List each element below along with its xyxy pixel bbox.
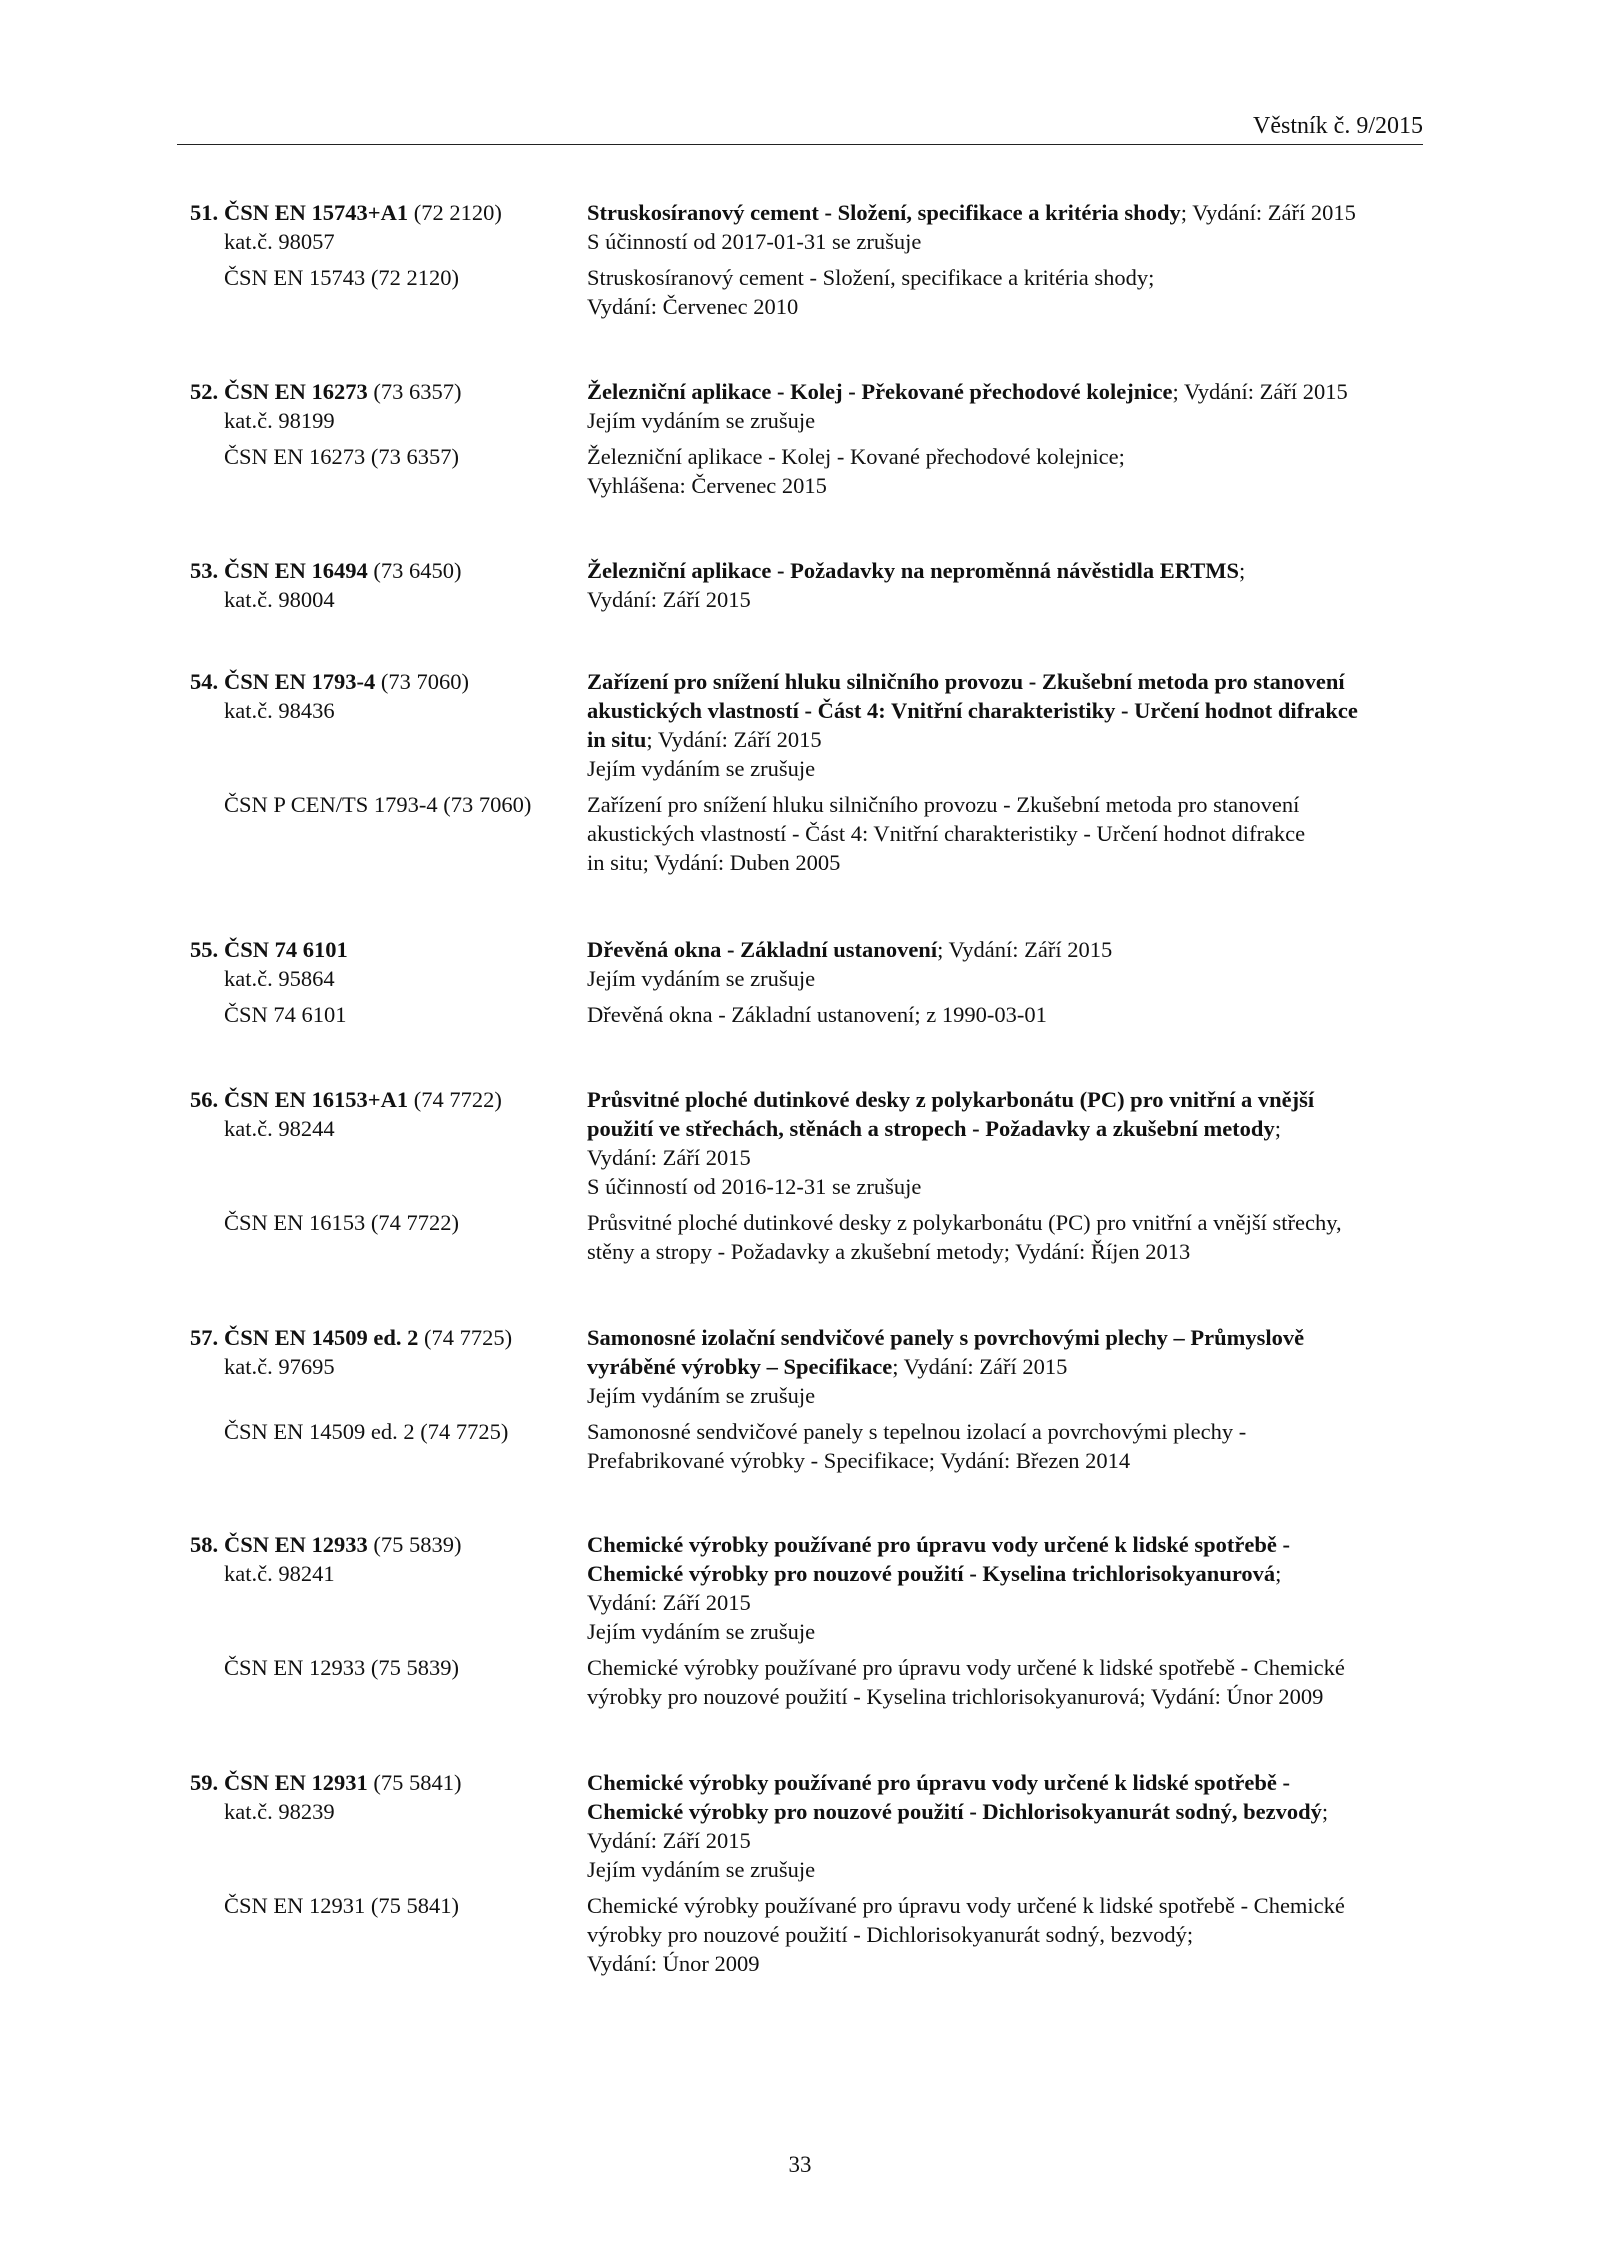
- standard-id: 54. ČSN EN 1793-4 (73 7060): [190, 669, 470, 694]
- replaced-standard-title: Chemické výrobky používané pro úpravu vody určené k lidské spotřebě - Chemické: [587, 1893, 1345, 1918]
- replaced-standard-title: výrobky pro nouzové použití - Kyselina trichlorisokyanurová; Vydání: Únor 2009: [587, 1684, 1324, 1709]
- withdrawal-note: Jejím vydáním se zrušuje: [587, 408, 816, 433]
- bulletin-title: Věstník č. 9/2015: [1253, 113, 1423, 139]
- withdrawal-note: Jejím vydáním se zrušuje: [587, 1383, 816, 1408]
- catalog-number: kat.č. 98057: [224, 229, 335, 254]
- issue-date: Vydání: Září 2015: [587, 1145, 751, 1170]
- standard-title: Průsvitné ploché dutinkové desky z polykarbonátu (PC) pro vnitřní a vnější: [587, 1087, 1315, 1112]
- standard-id: 52. ČSN EN 16273 (73 6357): [190, 379, 462, 404]
- standard-title: Zařízení pro snížení hluku silničního provozu - Zkušební metoda pro stanovení: [587, 669, 1345, 694]
- replaced-standard-id: ČSN EN 15743 (72 2120): [224, 265, 459, 290]
- catalog-number: kat.č. 97695: [224, 1354, 335, 1379]
- withdrawal-note: S účinností od 2017-01-31 se zrušuje: [587, 229, 922, 254]
- issue-date: Vydání: Září 2015: [587, 1590, 751, 1615]
- replaced-standard-id: ČSN EN 12933 (75 5839): [224, 1655, 459, 1680]
- issue-date: Vydání: Září 2015: [587, 587, 751, 612]
- catalog-number: kat.č. 98004: [224, 587, 335, 612]
- replaced-standard-title: Zařízení pro snížení hluku silničního provozu - Zkušební metoda pro stanovení: [587, 792, 1300, 817]
- standard-title: vyráběné výrobky – Specifikace; Vydání: Září 2015: [587, 1354, 1068, 1379]
- standard-title: Dřevěná okna - Základní ustanovení; Vydání: Září 2015: [587, 937, 1113, 962]
- standard-title: Chemické výrobky pro nouzové použití - Kyselina trichlorisokyanurová;: [587, 1561, 1282, 1586]
- standard-title: Chemické výrobky používané pro úpravu vody určené k lidské spotřebě -: [587, 1770, 1290, 1795]
- standard-id: 51. ČSN EN 15743+A1 (72 2120): [190, 200, 502, 225]
- standard-title: akustických vlastností - Část 4: Vnitřní charakteristiky - Určení hodnot difrakce: [587, 698, 1358, 723]
- catalog-number: kat.č. 98199: [224, 408, 335, 433]
- replaced-standard-id: ČSN EN 16153 (74 7722): [224, 1210, 459, 1235]
- standard-id: 57. ČSN EN 14509 ed. 2 (74 7725): [190, 1325, 513, 1350]
- replaced-standard-title: Železniční aplikace - Kolej - Kované přechodové kolejnice;: [587, 444, 1125, 469]
- withdrawal-note: Jejím vydáním se zrušuje: [587, 966, 816, 991]
- replaced-standard-title: Průsvitné ploché dutinkové desky z polykarbonátu (PC) pro vnitřní a vnější střechy,: [587, 1210, 1342, 1235]
- standard-title: Chemické výrobky pro nouzové použití - Dichlorisokyanurát sodný, bezvodý;: [587, 1799, 1329, 1824]
- replaced-standard-title: výrobky pro nouzové použití - Dichlorisokyanurát sodný, bezvodý;: [587, 1922, 1194, 1947]
- replaced-standard-id: ČSN EN 14509 ed. 2 (74 7725): [224, 1419, 509, 1444]
- standard-title: Železniční aplikace - Kolej - Překované přechodové kolejnice; Vydání: Září 2015: [587, 379, 1348, 404]
- standard-title: Struskosíranový cement - Složení, specifikace a kritéria shody; Vydání: Září 2015: [587, 200, 1356, 225]
- page-number: 33: [788, 2152, 812, 2177]
- replaced-standard-title: Chemické výrobky používané pro úpravu vody určené k lidské spotřebě - Chemické: [587, 1655, 1345, 1680]
- issue-date: Vydání: Září 2015: [587, 1828, 751, 1853]
- standard-title: Chemické výrobky používané pro úpravu vody určené k lidské spotřebě -: [587, 1532, 1290, 1557]
- standard-id: 58. ČSN EN 12933 (75 5839): [190, 1532, 462, 1557]
- replaced-standard-title: in situ; Vydání: Duben 2005: [587, 850, 841, 875]
- replaced-standard-id: ČSN 74 6101: [224, 1002, 347, 1027]
- replaced-standard-title: Struskosíranový cement - Složení, specifikace a kritéria shody;: [587, 265, 1155, 290]
- catalog-number: kat.č. 98244: [224, 1116, 335, 1141]
- withdrawal-note: S účinností od 2016-12-31 se zrušuje: [587, 1174, 922, 1199]
- replaced-standard-title: akustických vlastností - Část 4: Vnitřní charakteristiky - Určení hodnot difrakce: [587, 821, 1306, 846]
- standard-id: 59. ČSN EN 12931 (75 5841): [190, 1770, 462, 1795]
- standard-id: 55. ČSN 74 6101: [190, 937, 348, 962]
- withdrawal-note: Jejím vydáním se zrušuje: [587, 1857, 816, 1882]
- withdrawal-note: Jejím vydáním se zrušuje: [587, 756, 816, 781]
- standard-title: in situ; Vydání: Září 2015: [587, 727, 822, 752]
- catalog-number: kat.č. 98436: [224, 698, 335, 723]
- replaced-standard-title: Vydání: Červenec 2010: [587, 294, 799, 319]
- standard-id: 53. ČSN EN 16494 (73 6450): [190, 558, 462, 583]
- replaced-standard-title: Vyhlášena: Červenec 2015: [587, 473, 827, 498]
- catalog-number: kat.č. 98239: [224, 1799, 335, 1824]
- replaced-standard-id: ČSN EN 16273 (73 6357): [224, 444, 459, 469]
- replaced-standard-title: Samonosné sendvičové panely s tepelnou izolací a povrchovými plechy -: [587, 1419, 1247, 1444]
- standard-title: použití ve střechách, stěnách a stropech - Požadavky a zkušební metody;: [587, 1116, 1281, 1141]
- replaced-standard-title: stěny a stropy - Požadavky a zkušební metody; Vydání: Říjen 2013: [587, 1239, 1191, 1264]
- standard-title: Železniční aplikace - Požadavky na neproměnná návěstidla ERTMS;: [587, 558, 1246, 583]
- standard-title: Samonosné izolační sendvičové panely s povrchovými plechy – Průmyslově: [587, 1325, 1305, 1350]
- withdrawal-note: Jejím vydáním se zrušuje: [587, 1619, 816, 1644]
- catalog-number: kat.č. 95864: [224, 966, 335, 991]
- replaced-standard-id: ČSN EN 12931 (75 5841): [224, 1893, 459, 1918]
- catalog-number: kat.č. 98241: [224, 1561, 335, 1586]
- replaced-standard-title: Vydání: Únor 2009: [587, 1951, 760, 1976]
- replaced-standard-title: Dřevěná okna - Základní ustanovení; z 1990-03-01: [587, 1002, 1047, 1027]
- header-rule: [177, 144, 1423, 145]
- replaced-standard-title: Prefabrikované výrobky - Specifikace; Vydání: Březen 2014: [587, 1448, 1131, 1473]
- replaced-standard-id: ČSN P CEN/TS 1793-4 (73 7060): [224, 792, 532, 817]
- standard-id: 56. ČSN EN 16153+A1 (74 7722): [190, 1087, 502, 1112]
